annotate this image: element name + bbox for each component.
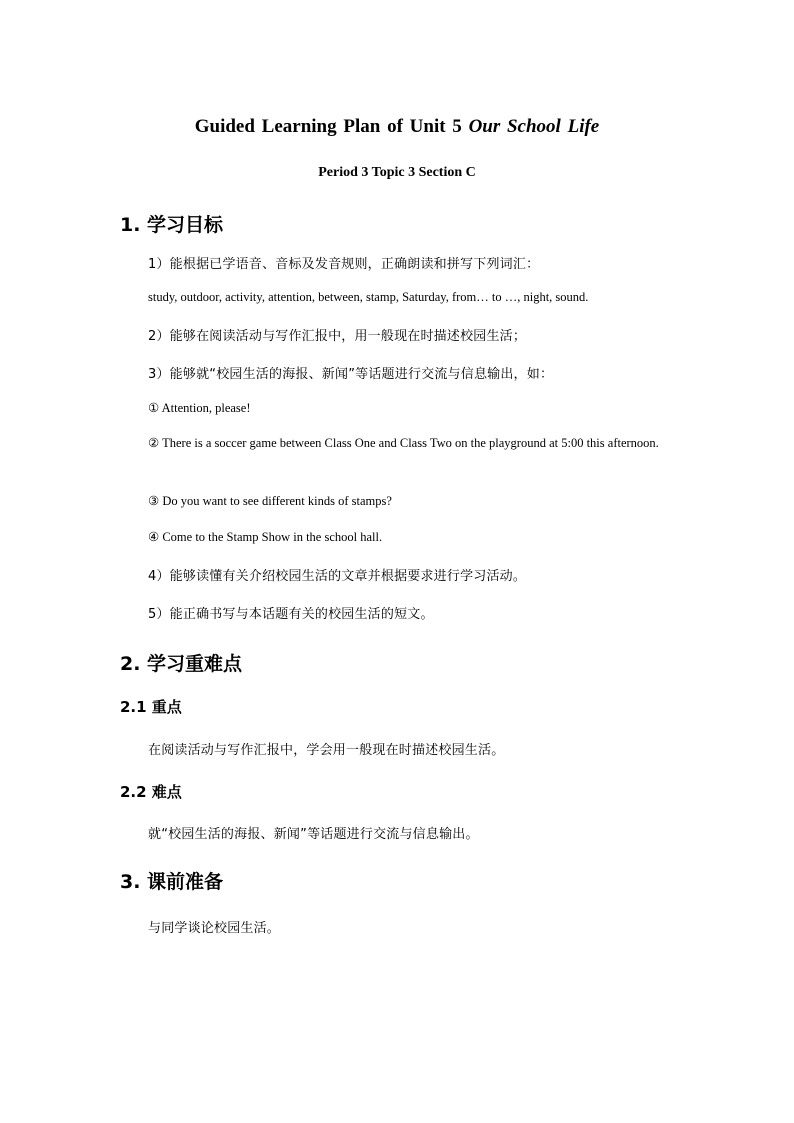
preparation-text: 与同学谈论校园生活。	[148, 921, 281, 936]
example-3: ③ Do you want to see different kinds of stamps?	[148, 494, 392, 508]
objective-5: 5）能正确书写与本话题有关的校园生活的短文。	[148, 607, 434, 622]
objective-4: 4）能够读懂有关介绍校园生活的文章并根据要求进行学习活动。	[148, 569, 527, 584]
key-point-text: 在阅读活动与写作汇报中，学会用一般现在时描述校园生活。	[148, 743, 505, 758]
example-1: ① Attention, please!	[148, 401, 251, 415]
difficult-point-text: 就“校园生活的海报、新闻”等话题进行交流与信息输出。	[148, 827, 479, 842]
objective-2: 2）能够在阅读活动与写作汇报中，用一般现在时描述校园生活；	[148, 329, 527, 344]
vocab-list: study, outdoor, activity, attention, between, stamp, Saturday, from… to …, night, sound.	[148, 290, 589, 304]
section2-2-heading: 2.2 难点	[120, 783, 182, 801]
example-2: ② There is a soccer game between Class One and Class Two on the playground at 5:00 this afternoon.	[148, 436, 659, 450]
title-main: Guided Learning Plan of Unit 5	[194, 116, 462, 137]
objective-1: 1）能根据已学语音、音标及发音规则，正确朗读和拼写下列词汇：	[148, 257, 540, 272]
page-subtitle: Period 3 Topic 3 Section C	[318, 165, 476, 180]
section2-1-heading: 2.1 重点	[120, 698, 182, 716]
example-4: ④ Come to the Stamp Show in the school hall.	[148, 530, 383, 544]
section2-heading: 2. 学习重难点	[120, 653, 243, 675]
title-italic: Our School Life	[468, 116, 600, 137]
section3-heading: 3. 课前准备	[120, 871, 224, 893]
section1-heading: 1. 学习目标	[120, 214, 224, 236]
page-title	[0, 116, 794, 138]
objective-3: 3）能够就“校园生活的海报、新闻”等话题进行交流与信息输出，如：	[148, 367, 554, 382]
